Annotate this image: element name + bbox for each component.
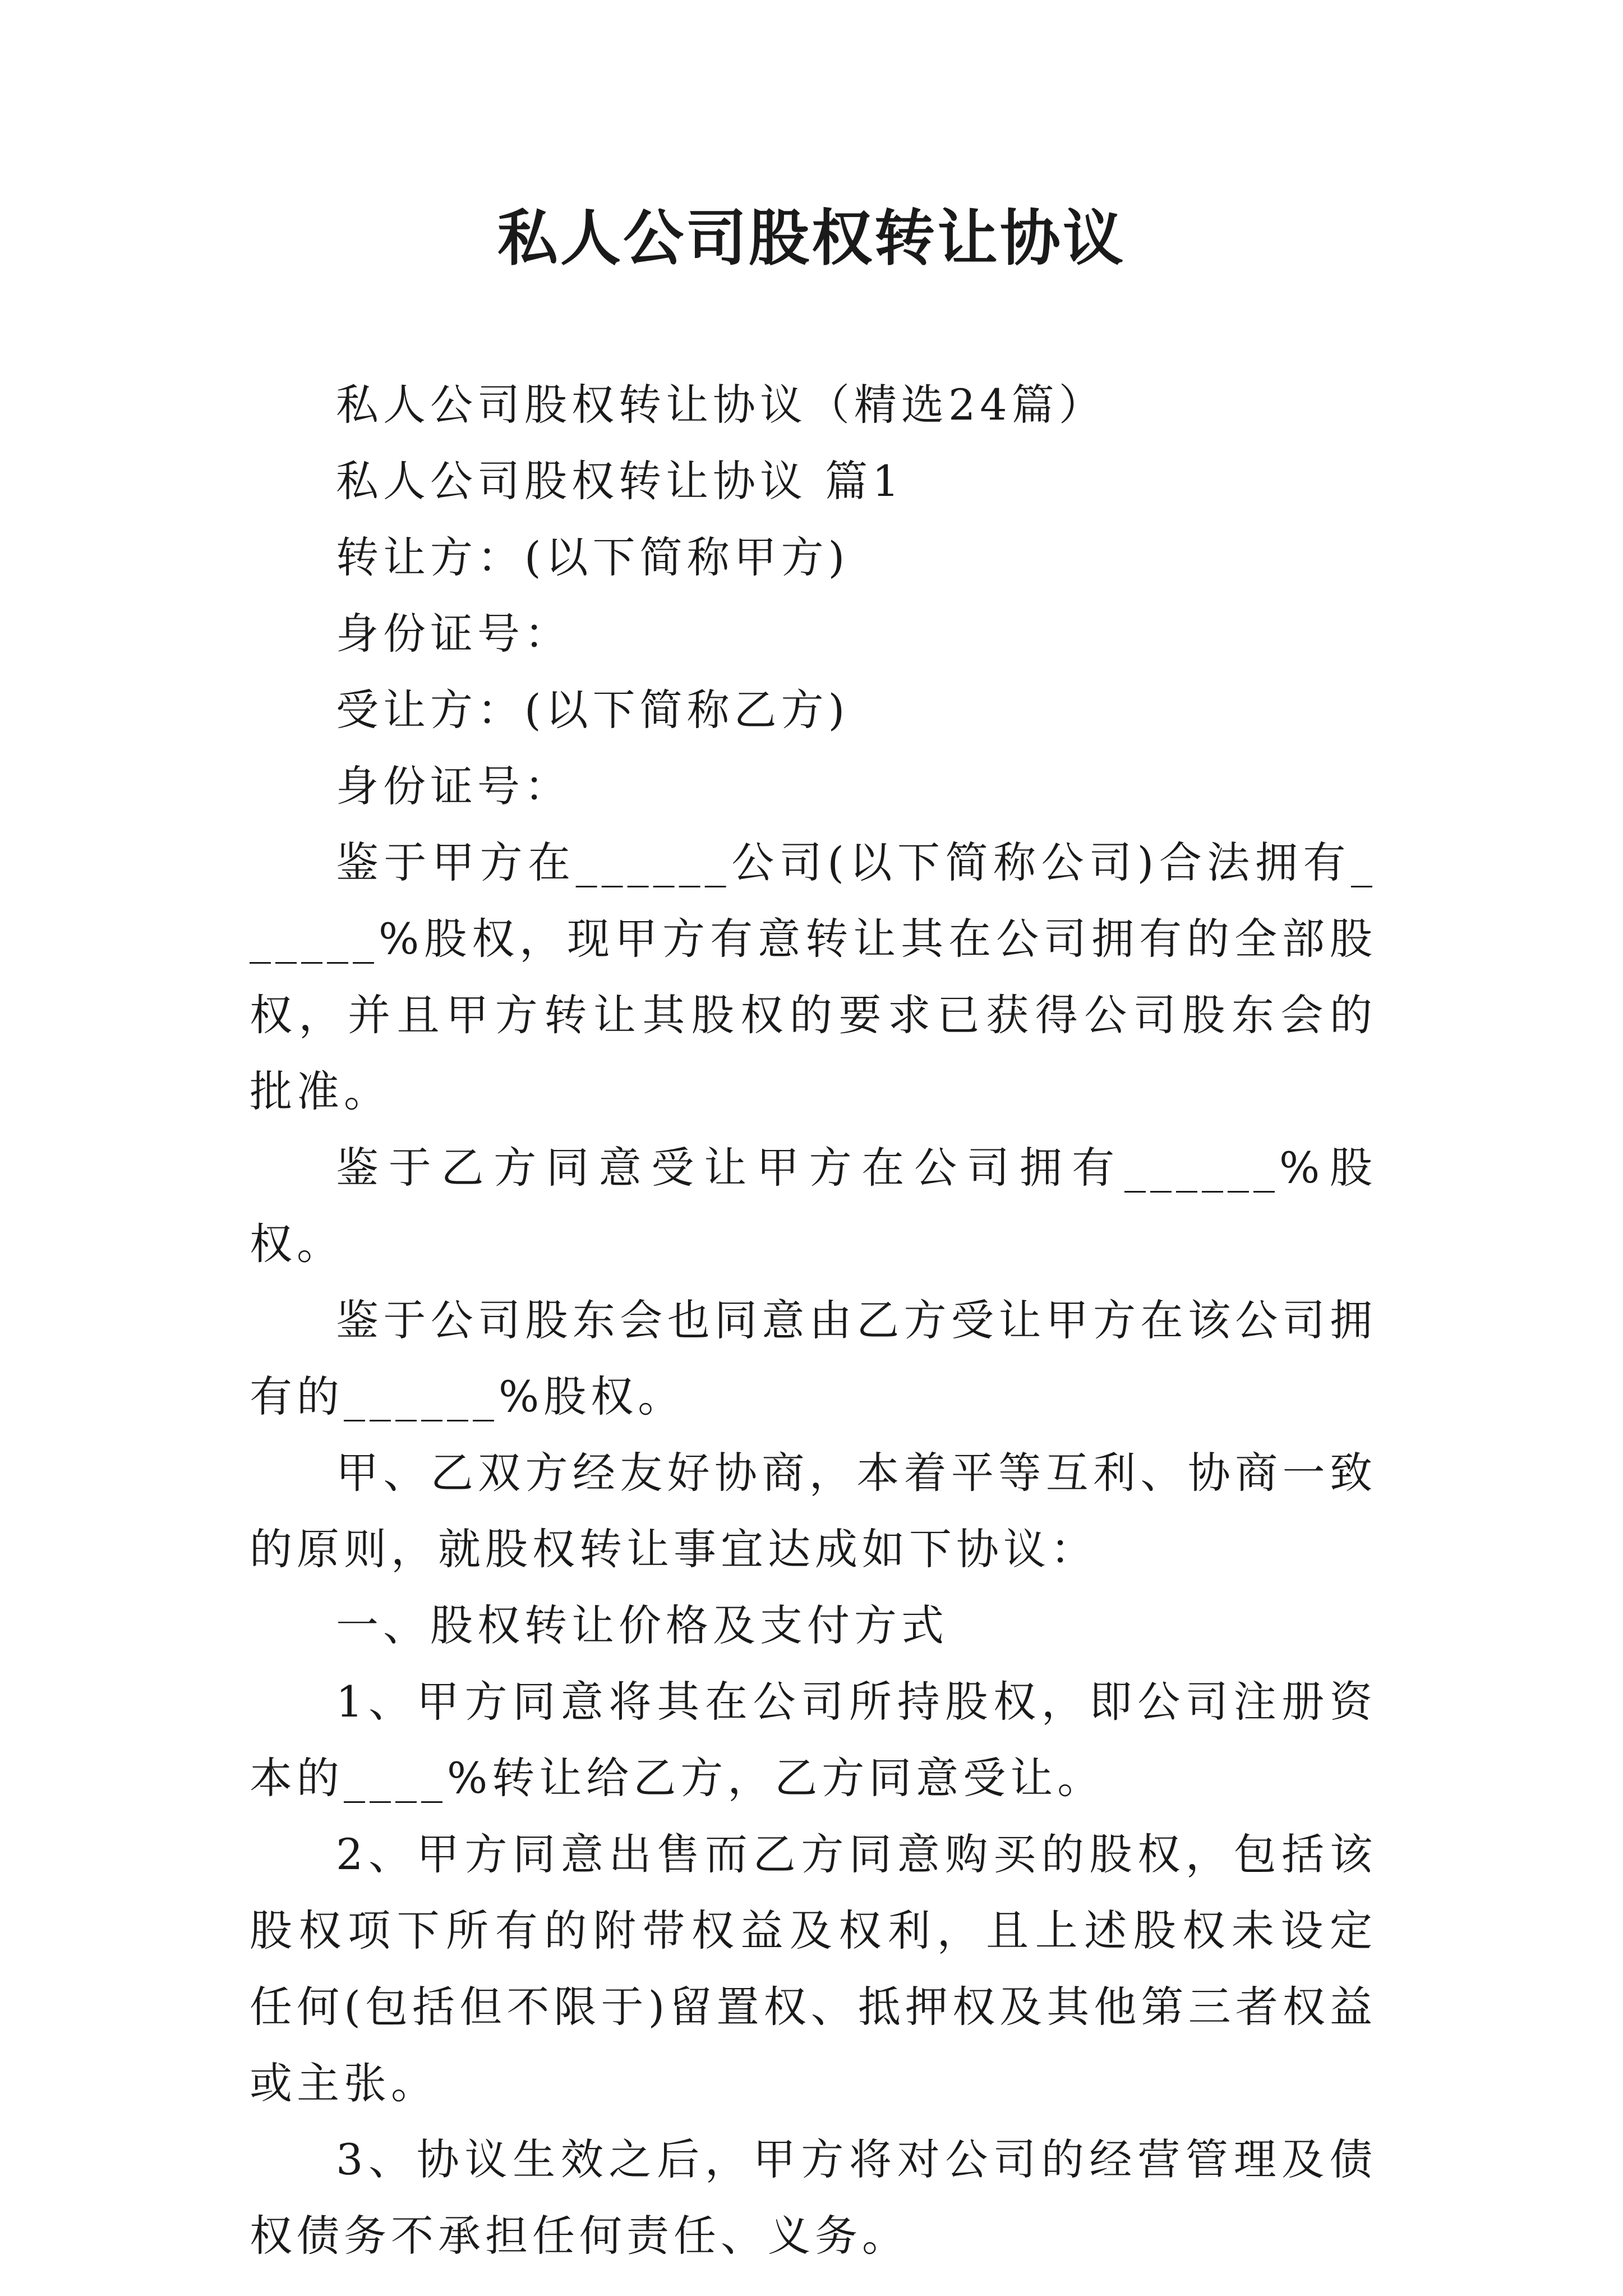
paragraph-transferor: 转让方：(以下简称甲方) (336, 532, 850, 582)
paragraph-collection-heading: 私人公司股权转让协议（精选24篇） (336, 380, 1106, 430)
paragraph-agreement-intro: 甲、乙双方经友好协商，本着平等互利、协商一致的原则，就股权转让事宜达成如下协议： (250, 1448, 1377, 1574)
paragraph-article-heading: 私人公司股权转让协议 篇1 (336, 456, 904, 506)
document-body (250, 367, 1377, 2274)
paragraph-recital-2: 鉴于乙方同意受让甲方在公司拥有______%股权。 (250, 1143, 1377, 1269)
paragraph-transferor-id: 身份证号： (336, 609, 571, 659)
paragraph-recital-3: 鉴于公司股东会也同意由乙方受让甲方在该公司拥有的______%股权。 (250, 1295, 1377, 1421)
document-title: 私人公司股权转让协议 (497, 203, 1126, 274)
paragraph-transferee-id: 身份证号： (336, 761, 571, 811)
paragraph-transferee: 受让方：(以下简称乙方) (336, 685, 850, 735)
paragraph-clause-1: 1、甲方同意将其在公司所持股权，即公司注册资本的____%转让给乙方，乙方同意受让。 (250, 1677, 1377, 1803)
paragraph-recital-1: 鉴于甲方在______公司(以下简称公司)合法拥有______%股权，现甲方有意转让其在公司拥有的全部股权，并且甲方转让其股权的要求已获得公司股东会的批准。 (250, 838, 1377, 1116)
paragraph-clause-3: 3、协议生效之后，甲方将对公司的经营管理及债权债务不承担任何责任、义务。 (250, 2134, 1377, 2261)
paragraph-clause-2: 2、甲方同意出售而乙方同意购买的股权，包括该股权项下所有的附带权益及权利，且上述股权未设定任何(包括但不限于)留置权、抵押权及其他第三者权益或主张。 (250, 1829, 1377, 2108)
paragraph-section-1-heading: 一、股权转让价格及支付方式 (336, 1600, 948, 1650)
